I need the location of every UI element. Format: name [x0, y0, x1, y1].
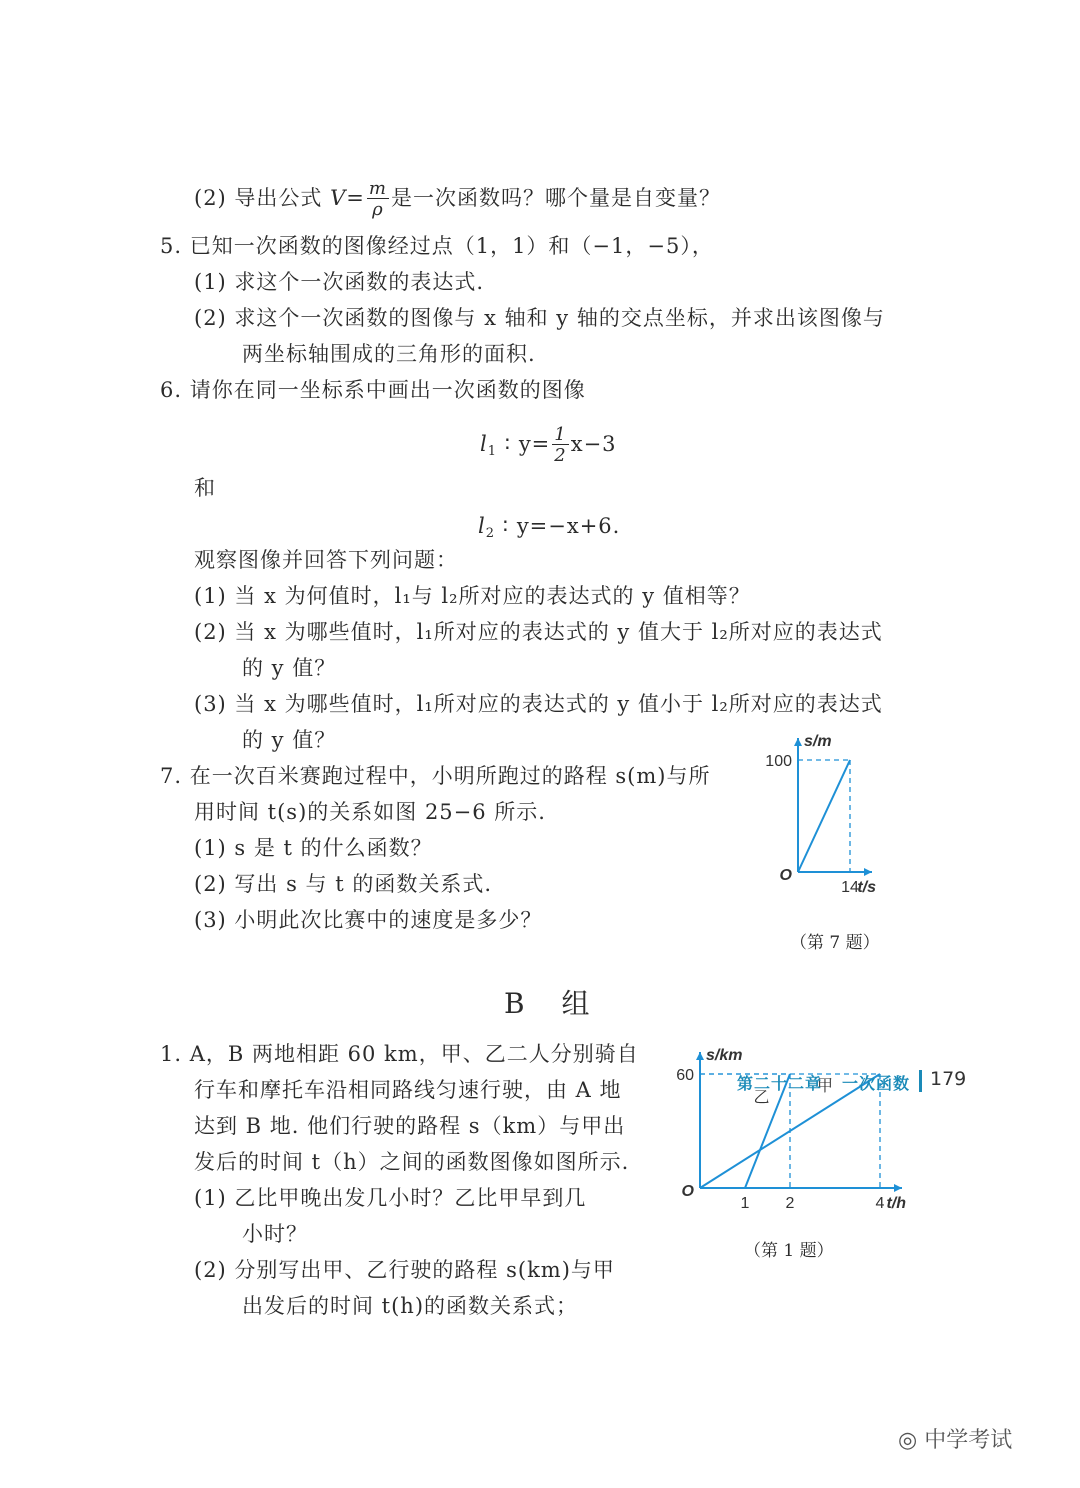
- eq-sub: 2: [485, 526, 495, 541]
- problem-5-2b: 两坐标轴围成的三角形的面积.: [242, 342, 536, 366]
- origin-label: O: [681, 1183, 694, 1200]
- problem-6-2a: (2) 当 x 为哪些值时，l₁所对应的表达式的 y 值大于 l₂所对应的表达式: [194, 620, 883, 644]
- eq-l: l: [480, 432, 488, 456]
- eq-end: x−3: [570, 432, 617, 456]
- problem-6-observe: 观察图像并回答下列问题：: [194, 548, 458, 572]
- eq-rest: ∶ y=−x+6.: [495, 514, 621, 538]
- text: (2) 导出公式: [194, 186, 331, 210]
- fraction-m-rho: [367, 180, 389, 219]
- problem-6-1: (1) 当 x 为何值时，l₁与 l₂所对应的表达式的 y 值相等？: [194, 584, 751, 608]
- x-tick-label: 1: [740, 1195, 750, 1212]
- equation-l2: [478, 512, 620, 548]
- problem-5: 5. 已知一次函数的图像经过点（1，1）和（−1，−5），: [160, 234, 714, 258]
- numerator: m: [368, 178, 387, 199]
- x-tick-label: 14: [841, 879, 859, 896]
- problem-5-2a: (2) 求这个一次函数的图像与 x 轴和 y 轴的交点坐标，并求出该图像与: [194, 306, 885, 330]
- caption-b-problem-1: （第 1 题）: [744, 1241, 834, 1261]
- footer-divider: [919, 1070, 922, 1092]
- problem-6-2b: 的 y 值？: [242, 656, 337, 680]
- y-axis-label: s/m: [804, 733, 832, 750]
- eq-mid: ∶ y=: [497, 432, 551, 456]
- problem-7a: 7. 在一次百米赛跑过程中，小明所跑过的路程 s(m)与所: [160, 764, 711, 788]
- problem-6-3a: (3) 当 x 为哪些值时，l₁所对应的表达式的 y 值小于 l₂所对应的表达式: [194, 692, 883, 716]
- chart-b-problem-1: [672, 1030, 932, 1220]
- eq-sub: 1: [487, 444, 497, 459]
- problem-5-1: (1) 求这个一次函数的表达式.: [194, 270, 485, 294]
- denominator: 2: [554, 445, 567, 466]
- problem-7-3: (3) 小明此次比赛中的速度是多少？: [194, 908, 543, 932]
- problem-6: 6. 请你在同一坐标系中画出一次函数的图像: [160, 378, 586, 402]
- numerator: 1: [554, 424, 567, 445]
- problem-7b: 用时间 t(s)的关系如图 25−6 所示.: [194, 800, 546, 824]
- x-axis-arrow: [894, 1184, 902, 1192]
- equals: =: [346, 186, 365, 210]
- fraction-one-half: [552, 426, 568, 465]
- page-number: 179: [930, 1068, 967, 1090]
- b-problem-1-2b: 出发后的时间 t(h)的函数关系式；: [242, 1294, 579, 1318]
- equation-l1: [480, 426, 617, 466]
- x-axis-label: t/h: [886, 1195, 906, 1212]
- watermark-text: 中学考试: [924, 1428, 1013, 1453]
- y-tick-label: 60: [676, 1067, 694, 1084]
- y-axis-arrow: [794, 738, 802, 746]
- b-problem-1b: 行车和摩托车沿相同路线匀速行驶，由 A 地: [194, 1078, 622, 1102]
- problem-4-2: [194, 180, 721, 219]
- x-axis-arrow: [864, 868, 872, 876]
- b-problem-1d: 发后的时间 t（h）之间的函数图像如图所示.: [194, 1150, 630, 1174]
- b-problem-1-1a: (1) 乙比甲晚出发几小时？乙比甲早到几: [194, 1186, 587, 1210]
- text-he: 和: [194, 476, 216, 500]
- problem-7-1: (1) s 是 t 的什么函数？: [194, 836, 433, 860]
- chart-problem-7: [760, 726, 940, 906]
- origin-label: O: [779, 867, 792, 884]
- b-problem-1-1b: 小时？: [242, 1222, 308, 1246]
- x-tick-label: 2: [785, 1195, 795, 1212]
- y-axis-label: s/km: [706, 1047, 743, 1064]
- b-problem-1a: 1. A，B 两地相距 60 km，甲、乙二人分别骑自: [160, 1042, 639, 1066]
- x-tick-label: 4: [875, 1195, 885, 1212]
- b-problem-1c: 达到 B 地. 他们行驶的路程 s（km）与甲出: [194, 1114, 626, 1138]
- eq-l: l: [478, 514, 486, 538]
- watermark: [898, 1423, 1012, 1454]
- y-tick-label: 100: [765, 753, 792, 770]
- wechat-icon: ◎: [898, 1428, 925, 1453]
- x-axis-label: t/s: [857, 879, 876, 896]
- caption-problem-7: （第 7 题）: [790, 933, 880, 953]
- problem-6-3b: 的 y 值？: [242, 728, 337, 752]
- series-label-yi: 乙: [753, 1089, 770, 1107]
- denominator: ρ: [372, 199, 384, 220]
- b-problem-1-2a: (2) 分别写出甲、乙行驶的路程 s(km)与甲: [194, 1258, 615, 1282]
- series-label-jia: 甲: [817, 1078, 834, 1096]
- group-title-b: B 组: [504, 987, 604, 1020]
- text: 是一次函数吗？哪个量是自变量？: [390, 186, 721, 210]
- var-V: V: [330, 186, 347, 210]
- y-axis-arrow: [696, 1052, 704, 1060]
- footer-chapter: 第二十二章: [737, 1074, 823, 1093]
- series-line-s: [798, 760, 850, 872]
- footer-section: 一次函数: [842, 1074, 911, 1093]
- problem-7-2: (2) 写出 s 与 t 的函数关系式.: [194, 872, 493, 896]
